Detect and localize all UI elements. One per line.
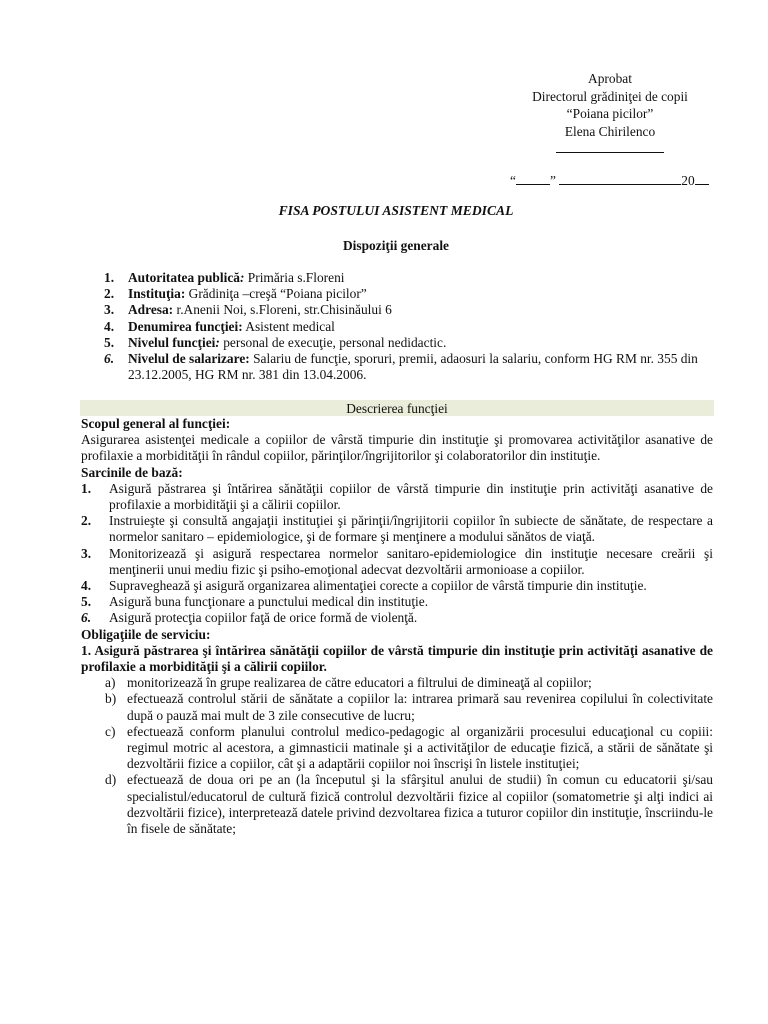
duties-heading: Obligaţiile de serviciu:	[81, 626, 211, 642]
task-item: 3. Monitorizează şi asigură respectarea normelor sanitaro-epidemiologice din instituţie necesare creării şi menţinerii unui mediu fizic şi psiho-emoţional adecvat dezvoltării armonioase a copiilor.	[81, 545, 713, 577]
date-close-quote: ”	[549, 173, 556, 188]
tasks-heading: Sarcinile de bază:	[81, 464, 183, 480]
date-year: 20	[681, 173, 695, 188]
description-heading-bar: Descrierea funcţiei	[80, 400, 714, 416]
general-item: 5. Nivelul funcţiei: personal de execuţie, personal nedidactic.	[104, 334, 447, 350]
general-item: 3. Adresa: r.Anenii Noi, s.Floreni, str.Chisinăului 6	[104, 302, 392, 318]
date-open-quote: “	[510, 173, 516, 188]
tasks-list	[81, 481, 713, 627]
duty-item: b) efectuează controlul stării de sănătate a copiilor la: intrarea primară sau revenirea copilului în colectivitate după o pauză mai mult de 3 zile consecutive de lucru;	[105, 691, 713, 723]
approval-institution: “Poiana picilor”	[566, 106, 654, 121]
signature-line	[556, 140, 664, 153]
year-blank	[695, 172, 709, 185]
duty-1-list	[81, 675, 713, 837]
duty-item: a) monitorizează în grupe realizarea de către educatori a filtrului de dimineaţă al copiilor;	[105, 675, 592, 691]
general-item: 6. Nivelul de salarizare: Salariu de funcţie, sporuri, premii, adaosuri la salariu, conform HG RM nr. 355 din 23.12.2005, HG RM nr. 381 din 13.04.2006.	[104, 351, 698, 383]
general-provisions-list	[104, 270, 716, 383]
task-item: 4. Supraveghează şi asigură organizarea alimentaţiei corecte a copiilor de vârstă timpurie din instituţie.	[81, 578, 647, 594]
month-blank	[559, 172, 681, 185]
task-item: 2. Instruieşte şi consultă angajaţii instituţiei şi părinţii/îngrijitorii copiilor în subiecte de sănătate, de respectare a normelor sanitaro – epidemiologice, şi de formare şi menţinere a modului sănătos de viaţă.	[81, 513, 713, 545]
duty-1-heading: 1. Asigură păstrarea şi întărirea sănătăţii copiilor de vârstă timpurie din instituţie prin activităţi asanative de profilaxie a morbidităţii şi a călirii copiilor.	[81, 642, 713, 675]
general-item: 2. Instituţia: Grădiniţa –creşă “Poiana picilor”	[104, 286, 367, 302]
day-blank	[516, 172, 550, 185]
approval-date-line	[510, 172, 709, 189]
approval-block	[500, 70, 720, 158]
general-item: 4. Denumirea funcţiei: Asistent medical	[104, 318, 335, 334]
description-body	[81, 416, 713, 837]
duty-item: d) efectuează de doua ori pe an (la începutul şi la sfârşitul anului de studii) în comun cu educatorii şi/sau specialistul/educatorul de cultură fizică controlul dezvoltării fizice al copiilor (somatometrie şi alţi indici ai dezvoltării fizice), interpretează datele privind dezvoltarea fizica a tuturor copiilor din instituţie, înscriindu-le în fisele de sănătate;	[105, 772, 713, 837]
task-item: 6. Asigură protecţia copiilor faţă de orice formă de violenţă.	[81, 610, 418, 626]
general-provisions-heading: Dispoziţii generale	[343, 238, 449, 253]
approval-name: Elena Chirilenco	[564, 123, 656, 139]
document-title: FISA POSTULUI ASISTENT MEDICAL	[278, 203, 514, 218]
scope-heading: Scopul general al funcţiei:	[81, 416, 231, 431]
duty-item: c) efectuează conform planului controlul medico-pedagogic al organizării procesului educaţional cu copiii: regimul motric al acestora, a gimnasticii matinale şi a activităţilor de educaţie fizică, a stării de sănătate şi dezvoltării fizice a copiilor, cât şi a adaptării copiilor noi înscrişi în listele instituţiei;	[105, 723, 713, 772]
approval-position: Directorul grădiniţei de copii	[532, 88, 688, 104]
general-item: 1. Autoritatea publică: Primăria s.Floreni	[104, 270, 345, 285]
task-item: 1. Asigură păstrarea şi întărirea sănătăţii copiilor de vârstă timpurie din instituţie prin activităţi asanative de profilaxie a morbidităţii şi a călirii copiilor.	[81, 480, 713, 513]
approval-label: Aprobat	[588, 71, 632, 86]
scope-text: Asigurarea asistenţei medicale a copiilor de vârstă timpurie din instituţie şi promovarea activităţilor asanative de profilaxie a morbidităţii în rândul copiilor, părinţilor/îngrijitorilor şi colaboratorilor din instituţie.	[81, 432, 713, 464]
task-item: 5. Asigură buna funcţionare a punctului medical din instituţie.	[81, 594, 429, 610]
